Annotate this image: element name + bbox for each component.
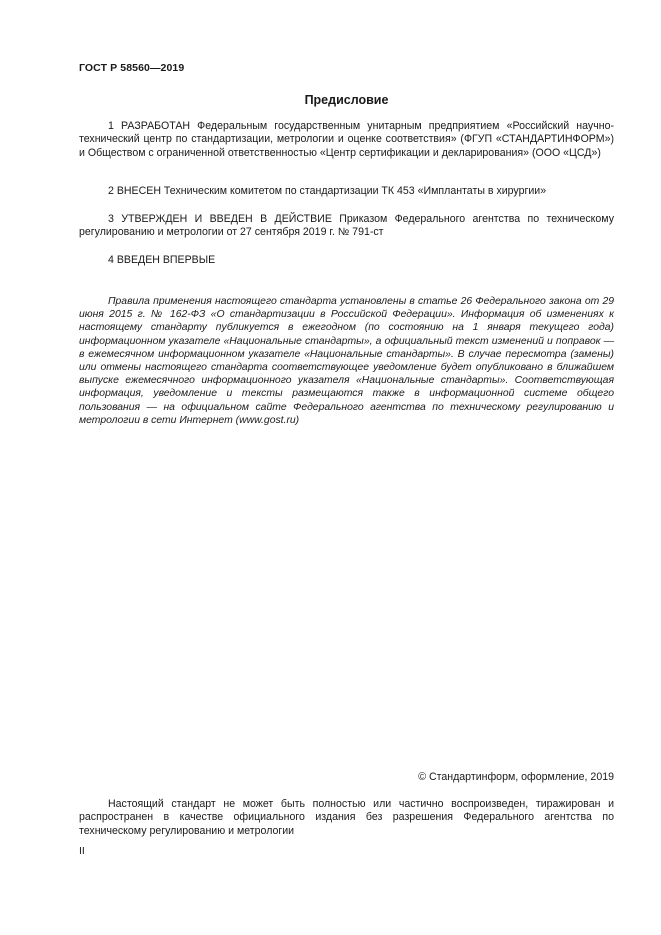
- document-code: ГОСТ Р 58560—2019: [79, 62, 185, 74]
- copyright-line: © Стандартинформ, оформление, 2019: [418, 771, 614, 783]
- foreword-item-4: 4 ВВЕДЕН ВПЕРВЫЕ: [108, 254, 216, 266]
- section-title: Предисловие: [304, 93, 389, 107]
- reproduction-notice: Настоящий стандарт не может быть полностью или частично воспроизведен, тиражирован и распространен в качестве официального издания без разрешения Федерального агентства по техническому регулированию и метрологии: [79, 798, 614, 837]
- application-rules-notice: Правила применения настоящего стандарта установлены в статье 26 Федерального закона от 29 июня 2015 г. № 162-ФЗ «О стандартизации в Российской Федерации». Информация об изменениях к настоящему стандарту публикуется в ежегодном (по состоянию на 1 января текущего года) информационном указателе «Национальные стандарты», а официальный текст изменений и поправок — в ежемесячном информационном указателе «Национальные стандарты». В случае пересмотра (замены) или отмены настоящего стандарта соответствующее уведомление будет опубликовано в ближайшем выпуске ежемесячного информационного указателя «Национальные стандарты». Соответствующая информация, уведомление и тексты размещаются также в информационной системе общего пользования — на официальном сайте Федерального агентства по техническому регулированию и метрологии в сети Интернет (www.gost.ru): [79, 296, 614, 426]
- foreword-item-2: 2 ВНЕСЕН Техническим комитетом по стандартизации ТК 453 «Имплантаты в хирургии»: [108, 185, 547, 197]
- foreword-item-1: 1 РАЗРАБОТАН Федеральным государственным унитарным предприятием «Российский научно-технический центр по стандартизации, метрологии и оценке соответствия» (ФГУП «СТАНДАРТИНФОРМ») и Обществом с ограниченной ответственностью «Центр сертификации и декларирования» (ООО «ЦСД»): [79, 120, 614, 159]
- foreword-item-3: 3 УТВЕРЖДЕН И ВВЕДЕН В ДЕЙСТВИЕ Приказом Федерального агентства по техническому регулированию и метрологии от 27 сентября 2019 г. № 791-ст: [79, 213, 614, 239]
- page-number: II: [79, 845, 85, 857]
